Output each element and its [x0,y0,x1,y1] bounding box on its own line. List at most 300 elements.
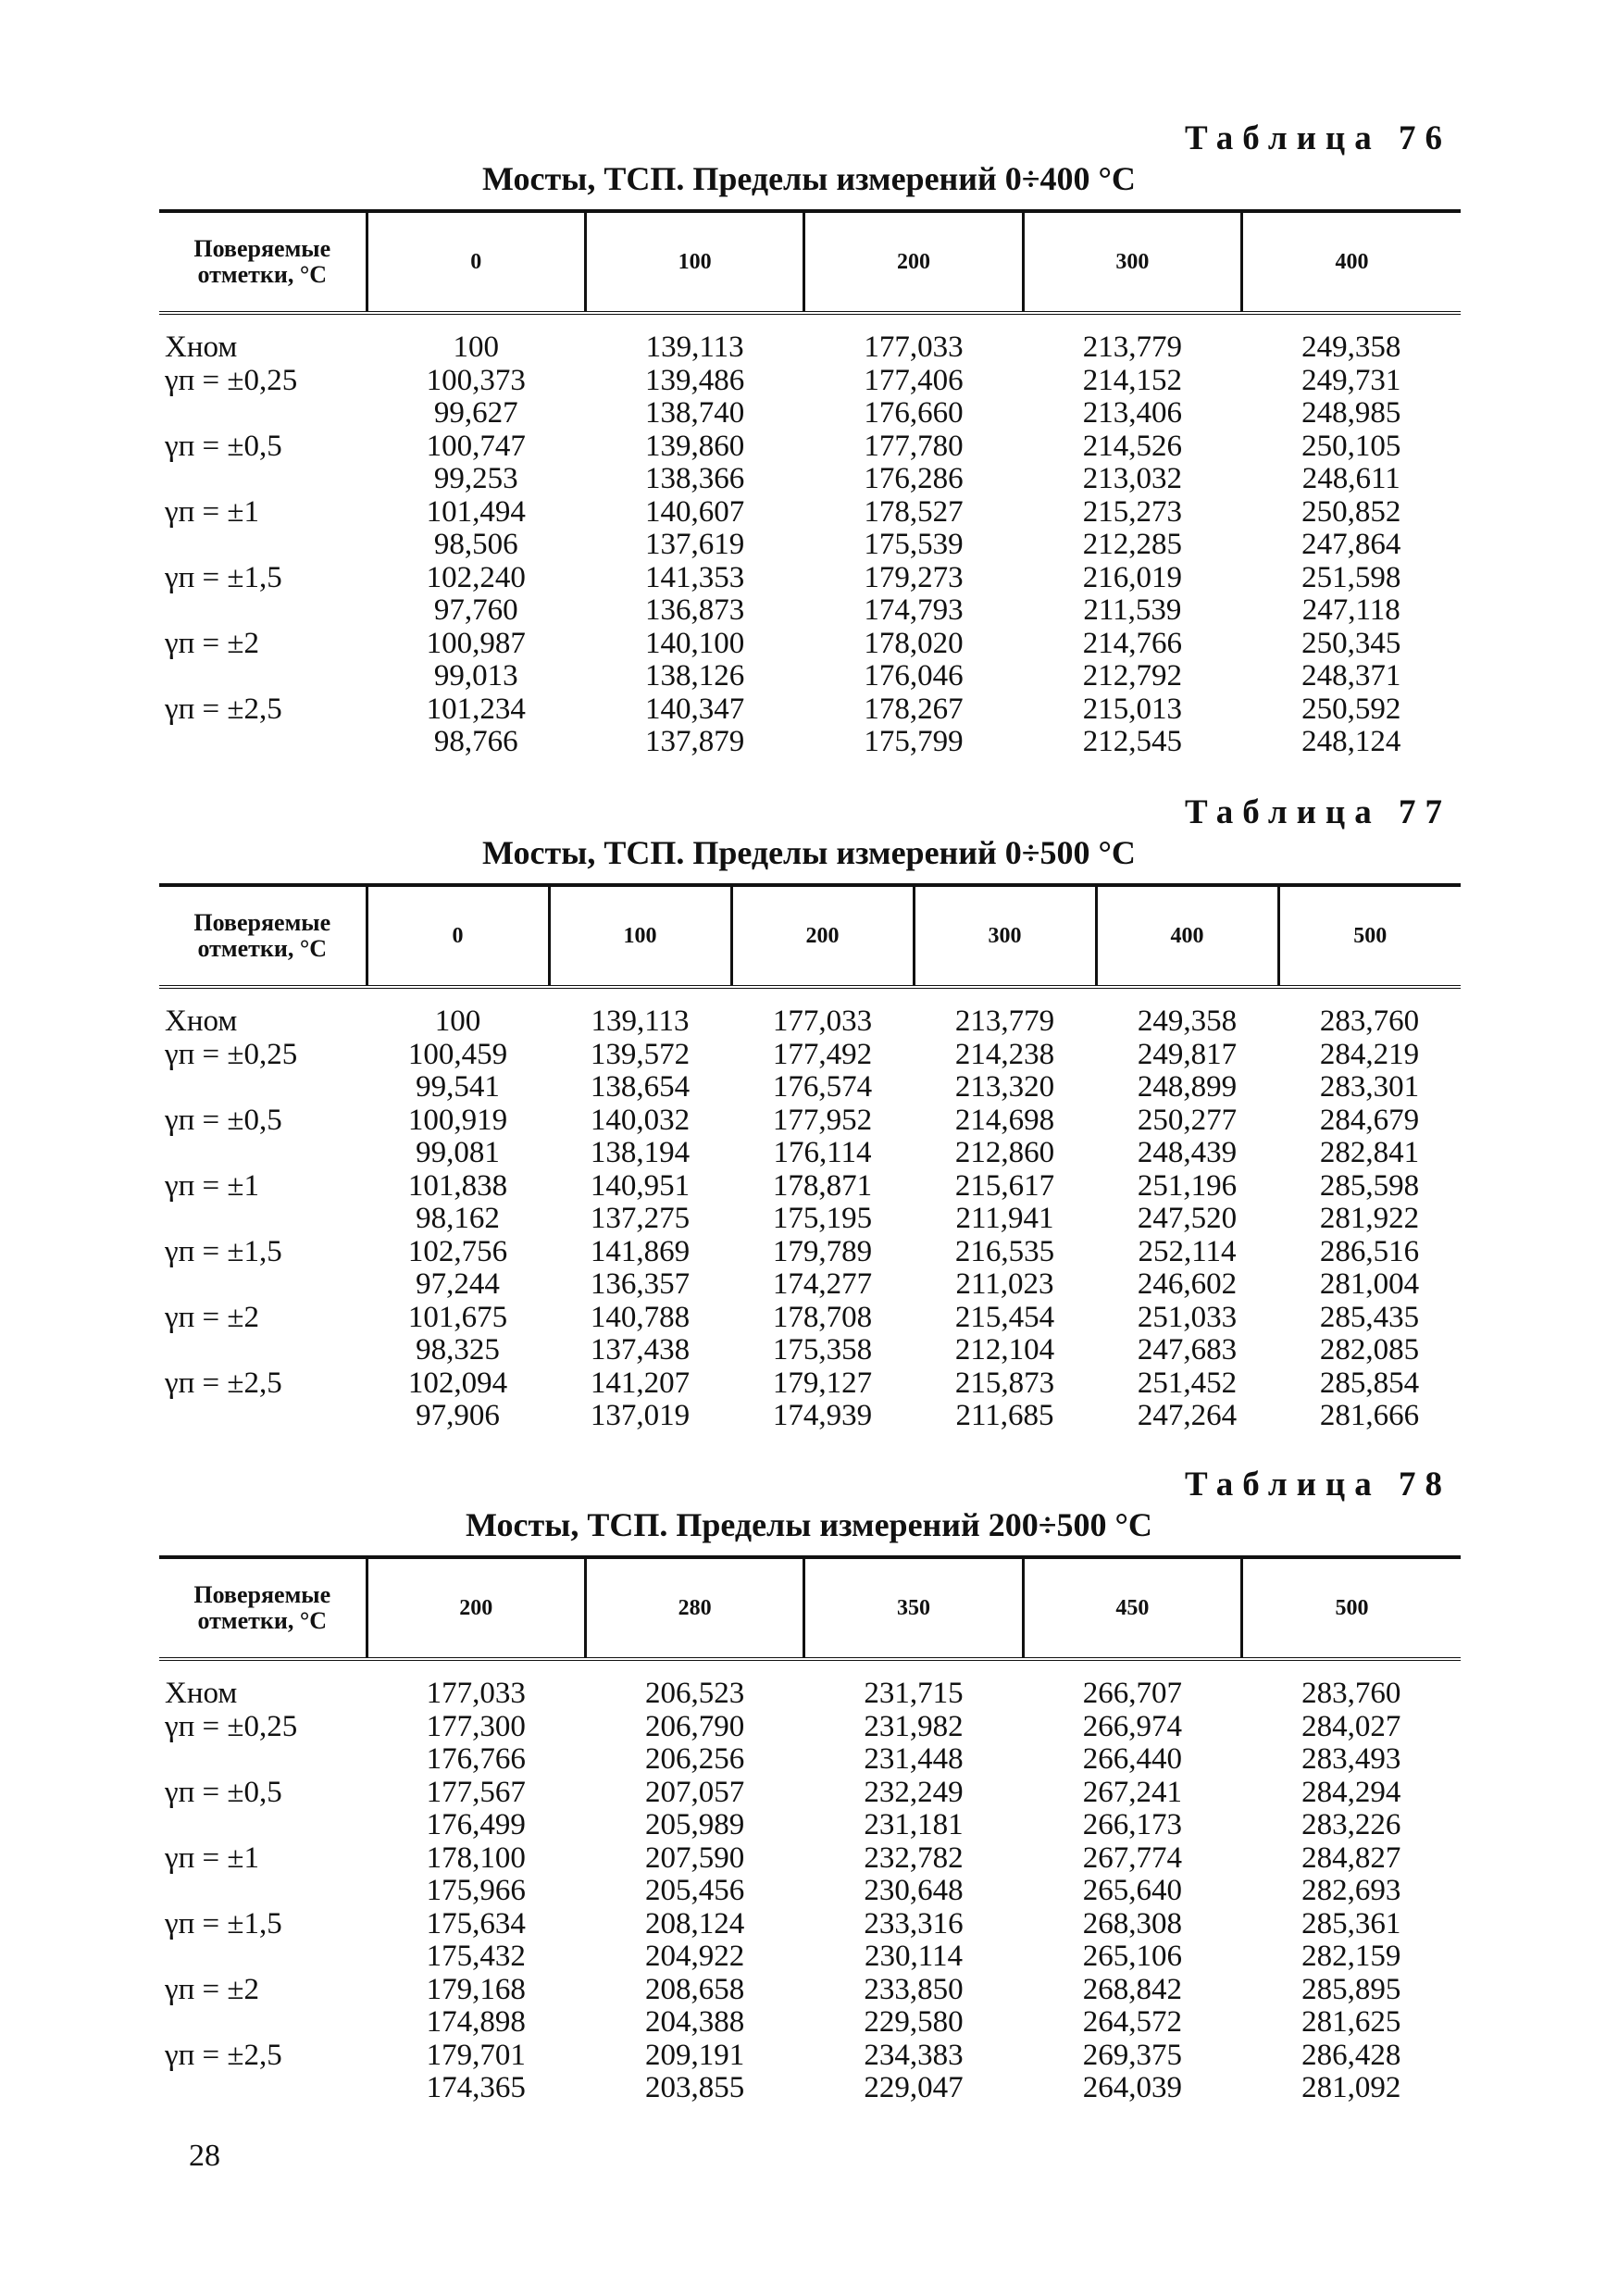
table-cell: 102,756 [407,1234,508,1268]
table-cell: 177,033 [864,331,964,364]
table-row [159,693,1461,727]
row-label: γп = ±0,5 [165,429,282,463]
table-cell: 176,114 [773,1136,872,1169]
table-row [159,1400,1461,1433]
table-cell: 174,365 [426,2071,526,2104]
row-label: Xном [165,1677,238,1710]
header-cell: 300 [914,885,1096,987]
header-cell: 200 [804,211,1023,313]
table-row [159,1659,1461,1711]
table-cell: 215,273 [1082,494,1182,529]
table-cell: 176,499 [426,1808,526,1841]
table-cell: 99,081 [416,1136,500,1169]
table-cell: 177,952 [772,1103,873,1137]
table-row [159,496,1461,530]
table-cell: 267,241 [1082,1775,1182,1809]
table-cell: 266,974 [1082,1709,1182,1743]
row-label [159,1940,367,1974]
table-cell: 174,939 [772,1399,873,1432]
header-cell: 400 [1096,885,1278,987]
table-cell: 100,919 [407,1103,508,1137]
table-row [159,1777,1461,1810]
row-label: γп = ±0,5 [165,1775,282,1809]
table-row [159,2040,1461,2073]
row-label [159,397,367,430]
table-cell: 138,654 [590,1070,691,1104]
header-cell: 100 [585,211,803,313]
table-cell: 178,267 [864,692,964,726]
table-cell: 211,685 [955,1399,1054,1432]
table-cell: 284,294 [1301,1775,1401,1809]
table-row [159,987,1461,1039]
table-cell: 282,693 [1301,1874,1401,1907]
table-cell: 139,113 [645,331,744,364]
table-cell: 138,366 [644,462,745,495]
table-cell: 98,162 [416,1202,500,1235]
table-77-title: Мосты, ТСП. Пределы измерений 0÷500 °C [482,834,1136,871]
table-cell: 179,127 [772,1366,873,1400]
row-label: γп = ±2 [165,626,259,660]
table-cell: 248,124 [1301,725,1401,758]
row-label: γп = ±2 [165,1972,259,2006]
table-cell: 139,860 [644,429,745,463]
table-row [159,1711,1461,1744]
table-cell: 232,782 [864,1841,964,1875]
table-cell: 206,790 [644,1709,745,1743]
table-row [159,1137,1461,1170]
table-row [159,1367,1461,1401]
table-cell: 212,104 [954,1333,1055,1366]
table-cell: 264,039 [1082,2071,1182,2104]
table-cell: 213,032 [1082,462,1182,495]
table-row [159,1104,1461,1138]
table-78-title: Мосты, ТСП. Пределы измерений 200÷500 °C [466,1506,1152,1543]
header-cell: 280 [585,1557,803,1659]
table-cell: 178,527 [864,494,964,529]
table-row [159,1743,1461,1777]
table-cell: 138,740 [644,396,745,430]
table-cell: 265,106 [1082,1940,1182,1973]
table-cell: 267,774 [1082,1841,1182,1875]
table-row [159,2072,1461,2105]
row-label: Xном [165,331,238,364]
table-cell: 266,173 [1082,1808,1182,1841]
table-cell: 206,256 [644,1742,745,1776]
table-cell: 215,617 [954,1168,1055,1203]
row-label [159,1268,367,1302]
header-cell: 450 [1023,1557,1241,1659]
table-cell: 215,013 [1082,692,1182,726]
table-cell: 175,539 [864,528,964,561]
table-cell: 207,057 [644,1775,745,1809]
table-cell: 137,619 [644,528,745,561]
table-cell: 286,428 [1301,2038,1401,2072]
table-row [159,1940,1461,1974]
table-cell: 98,506 [433,528,518,561]
table-row [159,562,1461,595]
table-cell: 269,375 [1082,2038,1182,2072]
table-cell: 102,240 [426,560,526,594]
table-row [159,594,1461,628]
table-cell: 141,353 [644,560,745,594]
table-header-row [159,885,1461,987]
table-cell: 206,523 [644,1677,745,1710]
table-cell: 139,572 [590,1037,691,1071]
table-cell: 101,234 [426,692,526,726]
table-cell: 178,020 [864,626,964,660]
table-cell: 137,879 [644,725,745,758]
table-cell: 264,572 [1082,2005,1182,2039]
table-cell: 249,731 [1301,363,1401,397]
table-cell: 97,760 [433,593,518,627]
table-cell: 141,207 [590,1366,691,1400]
table-row [159,2006,1461,2040]
row-label [159,1203,367,1236]
row-label [159,1743,367,1777]
row-label [159,529,367,562]
table-cell: 100 [453,331,499,364]
table-cell: 248,899 [1137,1070,1238,1104]
table-cell: 98,766 [433,725,518,758]
header-cell: 400 [1242,211,1461,313]
table-cell: 216,535 [954,1234,1055,1268]
table-cell: 176,574 [772,1070,873,1104]
table-cell: 248,439 [1137,1136,1238,1169]
table-cell: 283,493 [1301,1742,1401,1776]
table-cell: 247,864 [1301,528,1401,561]
table-cell: 97,906 [416,1399,500,1432]
table-cell: 214,238 [954,1037,1055,1071]
table-cell: 179,168 [426,1972,526,2006]
table-cell: 136,873 [644,593,745,627]
table-cell: 285,361 [1301,1906,1401,1940]
table-cell: 205,989 [644,1808,745,1841]
table-cell: 248,985 [1301,396,1401,430]
table-77-label: Таблица 77 [1185,793,1451,831]
table-cell: 211,941 [955,1202,1054,1235]
table-cell: 250,852 [1301,494,1401,529]
table-cell: 285,598 [1319,1168,1420,1203]
row-label: γп = ±2 [165,1300,259,1334]
table-row [159,726,1461,759]
table-cell: 140,100 [644,626,745,660]
row-label: γп = ±1 [165,494,259,529]
table-cell: 174,793 [864,593,964,627]
table-cell: 231,715 [864,1677,964,1710]
table-cell: 246,602 [1137,1267,1238,1301]
table-cell: 213,320 [954,1070,1055,1104]
table-row [159,1974,1461,2007]
table-cell: 204,922 [644,1940,745,1973]
table-76-label: Таблица 76 [1185,119,1451,157]
table-78 [159,1555,1461,2105]
row-label: γп = ±1,5 [165,1234,282,1268]
table-cell: 204,388 [644,2005,745,2039]
table-cell: 249,358 [1301,331,1401,364]
table-header-row [159,211,1461,313]
table-cell: 234,383 [864,2038,964,2072]
table-cell: 247,118 [1301,593,1400,627]
row-label [159,594,367,628]
table-row [159,1071,1461,1104]
table-cell: 216,019 [1082,560,1182,594]
table-cell: 175,966 [426,1874,526,1907]
table-cell: 177,033 [426,1677,526,1710]
table-cell: 208,658 [644,1972,745,2006]
table-row [159,1170,1461,1204]
table-cell: 140,607 [644,494,745,529]
table-cell: 102,094 [407,1366,508,1400]
table-cell: 229,580 [864,2005,964,2039]
table-cell: 283,760 [1319,1004,1420,1038]
table-cell: 99,541 [416,1070,500,1104]
table-cell: 265,640 [1082,1874,1182,1907]
table-cell: 285,895 [1301,1972,1401,2006]
table-cell: 175,432 [426,1940,526,1973]
header-cell-marks: Поверяемые отметки, °C [193,909,331,962]
row-label: γп = ±0,5 [165,1103,282,1137]
table-cell: 247,264 [1137,1399,1238,1432]
table-cell: 211,023 [955,1267,1054,1301]
table-row [159,397,1461,430]
table-cell: 178,100 [426,1841,526,1875]
table-cell: 252,114 [1138,1234,1237,1268]
table-cell: 176,286 [864,462,964,495]
row-label: γп = ±2,5 [165,2038,282,2072]
table-cell: 230,648 [864,1874,964,1907]
table-cell: 99,253 [433,462,518,495]
table-cell: 283,226 [1301,1808,1401,1841]
table-cell: 177,033 [772,1004,873,1038]
table-cell: 140,347 [644,692,745,726]
table-cell: 231,448 [864,1742,964,1776]
row-label: γп = ±2,5 [165,1366,282,1400]
row-label [159,660,367,693]
header-cell: 300 [1023,211,1241,313]
table-cell: 250,277 [1137,1103,1238,1137]
table-cell: 101,494 [426,494,526,529]
table-cell: 282,841 [1319,1136,1420,1169]
table-cell: 282,159 [1301,1940,1401,1973]
row-label: γп = ±0,25 [165,363,298,397]
table-row [159,1236,1461,1269]
table-cell: 268,308 [1082,1906,1182,1940]
table-row [159,1268,1461,1302]
table-cell: 248,611 [1301,462,1400,495]
table-row [159,1842,1461,1876]
table-cell: 213,406 [1082,396,1182,430]
table-cell: 231,982 [864,1709,964,1743]
table-cell: 203,855 [644,2071,745,2104]
row-label: Xном [165,1004,238,1038]
table-cell: 179,701 [426,2038,526,2072]
table-cell: 250,592 [1301,692,1401,726]
table-cell: 266,440 [1082,1742,1182,1776]
table-row [159,1908,1461,1941]
table-cell: 100,459 [407,1037,508,1071]
row-label: γп = ±0,25 [165,1709,298,1743]
table-cell: 250,105 [1301,429,1401,463]
table-cell: 212,545 [1082,725,1182,758]
header-cell: 200 [367,1557,585,1659]
table-cell: 174,898 [426,2005,526,2039]
row-label [159,726,367,759]
table-cell: 176,766 [426,1742,526,1776]
table-cell: 139,113 [591,1004,690,1038]
table-cell: 177,567 [426,1775,526,1809]
table-cell: 212,285 [1082,528,1182,561]
table-cell: 140,788 [590,1300,691,1334]
row-label: γп = ±1,5 [165,560,282,594]
table-cell: 281,004 [1319,1267,1420,1301]
table-cell: 179,789 [772,1234,873,1268]
header-cell-marks: Поверяемые отметки, °C [193,235,331,288]
table-cell: 233,316 [864,1906,964,1940]
table-cell: 101,675 [407,1300,508,1334]
header-cell: 0 [367,211,585,313]
table-cell: 205,456 [644,1874,745,1907]
table-77 [159,883,1461,1433]
table-cell: 98,325 [416,1333,500,1366]
table-cell: 214,152 [1082,363,1182,397]
table-cell: 175,358 [772,1333,873,1366]
table-cell: 175,195 [772,1202,873,1235]
table-cell: 141,869 [590,1234,691,1268]
table-cell: 214,766 [1082,626,1182,660]
table-cell: 247,683 [1137,1333,1238,1366]
table-cell: 207,590 [644,1841,745,1875]
table-cell: 177,780 [864,429,964,463]
table-cell: 177,406 [864,363,964,397]
row-label: γп = ±1 [165,1841,259,1875]
table-cell: 283,760 [1301,1677,1401,1710]
table-row [159,1334,1461,1367]
table-cell: 284,679 [1319,1103,1420,1137]
table-row [159,1875,1461,1908]
table-row [159,313,1461,365]
row-label: γп = ±1,5 [165,1906,282,1940]
table-cell: 136,357 [590,1267,691,1301]
table-cell: 233,850 [864,1972,964,2006]
table-cell: 212,860 [954,1136,1055,1169]
table-cell: 281,666 [1319,1399,1420,1432]
table-cell: 140,032 [590,1103,691,1137]
table-cell: 211,539 [1083,593,1182,627]
table-cell: 100,987 [426,626,526,660]
row-label [159,1071,367,1104]
table-cell: 247,520 [1137,1202,1238,1235]
table-cell: 229,047 [864,2071,964,2104]
row-label: γп = ±1 [165,1168,259,1203]
table-cell: 286,516 [1319,1234,1420,1268]
table-cell: 266,707 [1082,1677,1182,1710]
table-cell: 231,181 [864,1808,964,1841]
row-label: γп = ±2,5 [165,692,282,726]
table-cell: 215,873 [954,1366,1055,1400]
table-cell: 179,273 [864,560,964,594]
table-cell: 284,219 [1319,1037,1420,1071]
table-row [159,660,1461,693]
table-cell: 284,827 [1301,1841,1401,1875]
header-cell: 350 [804,1557,1023,1659]
table-row [159,529,1461,562]
table-cell: 215,454 [954,1300,1055,1334]
table-cell: 137,438 [590,1333,691,1366]
table-cell: 99,627 [433,396,518,430]
table-cell: 97,244 [416,1267,500,1301]
header-cell: 200 [731,885,914,987]
table-cell: 282,085 [1319,1333,1420,1366]
row-label [159,463,367,496]
table-cell: 138,194 [590,1136,691,1169]
table-76 [159,209,1461,759]
table-cell: 281,625 [1301,2005,1401,2039]
table-cell: 232,249 [864,1775,964,1809]
row-label [159,1334,367,1367]
table-cell: 251,598 [1301,560,1401,594]
table-cell: 251,196 [1137,1168,1238,1203]
table-header-row [159,1557,1461,1659]
header-cell-marks: Поверяемые отметки, °C [193,1581,331,1634]
table-row [159,463,1461,496]
table-cell: 249,817 [1137,1037,1238,1071]
table-cell: 213,779 [954,1004,1055,1038]
table-cell: 101,838 [407,1168,508,1203]
table-cell: 209,191 [644,2038,745,2072]
table-cell: 178,708 [772,1300,873,1334]
table-cell: 138,126 [644,659,745,693]
table-cell: 100,747 [426,429,526,463]
table-cell: 248,371 [1301,659,1401,693]
table-cell: 281,092 [1301,2071,1401,2104]
row-label [159,1875,367,1908]
table-row [159,1809,1461,1842]
page-number: 28 [189,2139,220,2173]
table-cell: 139,486 [644,363,745,397]
table-cell: 214,526 [1082,429,1182,463]
table-row [159,430,1461,464]
table-cell: 99,013 [433,659,518,693]
row-label [159,1809,367,1842]
header-cell: 500 [1242,1557,1461,1659]
table-cell: 176,660 [864,396,964,430]
row-label [159,1400,367,1433]
table-cell: 178,871 [772,1168,873,1203]
table-cell: 250,345 [1301,626,1401,660]
table-row [159,628,1461,661]
table-cell: 251,033 [1137,1300,1238,1334]
table-cell: 177,492 [772,1037,873,1071]
header-cell: 100 [549,885,731,987]
table-cell: 268,842 [1082,1972,1182,2006]
table-cell: 214,698 [954,1103,1055,1137]
table-cell: 251,452 [1137,1366,1238,1400]
table-cell: 281,922 [1319,1202,1420,1235]
table-cell: 100,373 [426,363,526,397]
table-cell: 285,854 [1319,1366,1420,1400]
row-label [159,1137,367,1170]
table-row [159,1203,1461,1236]
table-cell: 100 [434,1004,481,1038]
table-cell: 174,277 [772,1267,873,1301]
header-cell: 500 [1278,885,1461,987]
table-cell: 175,634 [426,1906,526,1940]
table-cell: 208,124 [644,1906,745,1940]
table-cell: 140,951 [590,1168,691,1203]
header-cell: 0 [367,885,549,987]
table-row [159,1039,1461,1072]
table-78-label: Таблица 78 [1185,1466,1451,1504]
